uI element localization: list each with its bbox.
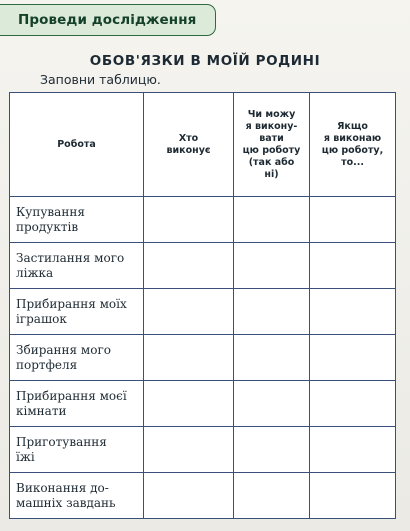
can-i-cell[interactable] [234, 243, 310, 289]
who-cell[interactable] [144, 243, 234, 289]
can-i-cell[interactable] [234, 335, 310, 381]
if-i-cell[interactable] [310, 289, 396, 335]
table-row [10, 243, 396, 289]
job-label: Застилання мого ліжка [16, 250, 125, 280]
can-i-cell[interactable] [234, 381, 310, 427]
table-row [10, 197, 396, 243]
job-cell [10, 243, 144, 289]
if-i-cell[interactable] [310, 197, 396, 243]
job-cell [10, 381, 144, 427]
header-can-i-label: Чи можу я викону- вати цю роботу (так або ні) [242, 108, 301, 180]
if-i-cell[interactable] [310, 381, 396, 427]
who-cell[interactable] [144, 473, 234, 519]
table-row [10, 335, 396, 381]
job-label: Прибирання моїх іграшок [16, 296, 127, 326]
if-i-cell[interactable] [310, 427, 396, 473]
who-cell[interactable] [144, 335, 234, 381]
table-row [10, 427, 396, 473]
job-cell [10, 427, 144, 473]
job-label: Прибирання моєї кімнати [16, 388, 127, 418]
can-i-cell[interactable] [234, 289, 310, 335]
job-cell [10, 289, 144, 335]
table-row [10, 289, 396, 335]
table-header-row [10, 93, 396, 197]
job-label: Приготування їжі [16, 434, 107, 464]
job-cell [10, 335, 144, 381]
header-job-label: Робота [57, 138, 96, 150]
if-i-cell[interactable] [310, 243, 396, 289]
who-cell[interactable] [144, 427, 234, 473]
job-cell [10, 197, 144, 243]
header-who-label: Хто виконує [166, 132, 211, 156]
who-cell[interactable] [144, 197, 234, 243]
section-banner [0, 4, 216, 36]
header-who [144, 93, 234, 197]
if-i-cell[interactable] [310, 473, 396, 519]
can-i-cell[interactable] [234, 427, 310, 473]
if-i-cell[interactable] [310, 335, 396, 381]
job-label: Виконання до- машніх завдань [16, 480, 116, 510]
can-i-cell[interactable] [234, 197, 310, 243]
table-row [10, 473, 396, 519]
who-cell[interactable] [144, 381, 234, 427]
header-if-i-label: Якщо я виконаю цю роботу, то... [321, 120, 384, 168]
table-row [10, 381, 396, 427]
instruction-text: Заповни таблицю. [40, 72, 161, 87]
can-i-cell[interactable] [234, 473, 310, 519]
header-if-i [310, 93, 396, 197]
header-job [10, 93, 144, 197]
duties-table [9, 92, 396, 519]
job-cell [10, 473, 144, 519]
job-label: Збирання мого портфеля [16, 342, 111, 372]
banner-label: Проведи дослідження [18, 12, 197, 28]
job-label: Купування продуктів [16, 204, 85, 234]
page-title: ОБОВ'ЯЗКИ В МОЇЙ РОДИНІ [89, 53, 321, 69]
header-can-i [234, 93, 310, 197]
who-cell[interactable] [144, 289, 234, 335]
